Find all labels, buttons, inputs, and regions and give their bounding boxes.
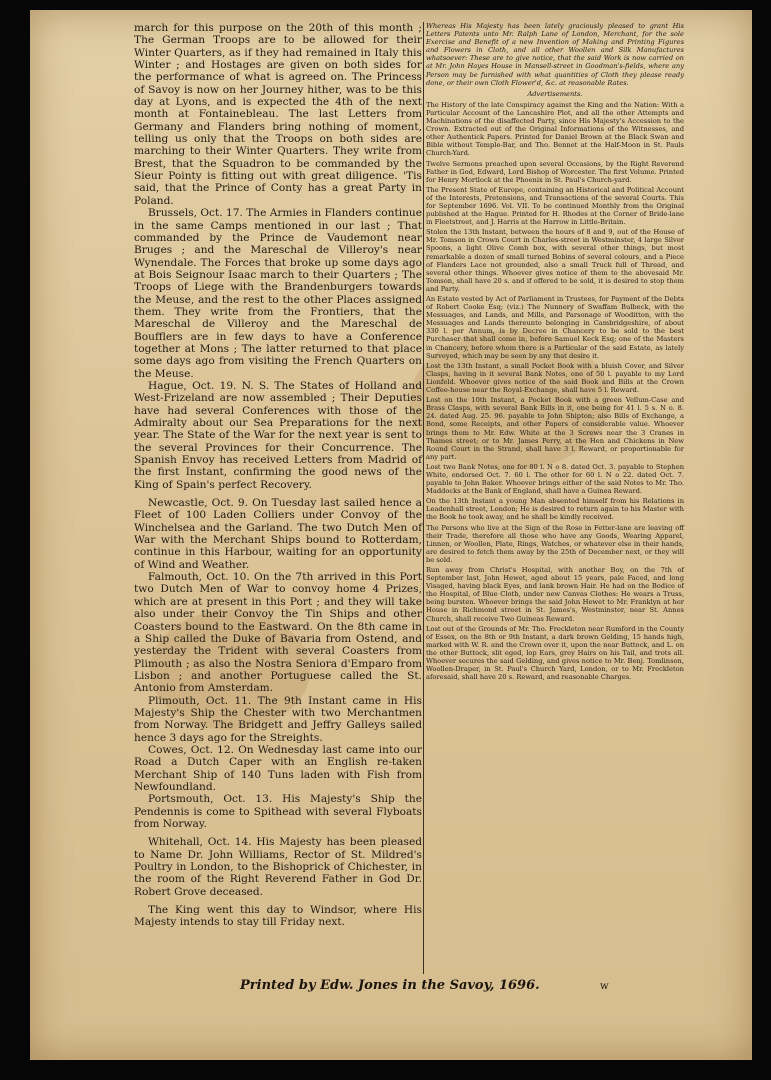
advertisement: An Estate vested by Act of Parliament in Trustees, for Payment of the Debts of Robert Cooke Esq; (viz.) The Nunnery of Swaffam Bulbeck, with the Messuages, and Lands, and Mills, and Parsonage of Wooditton, with the Messuages and Lands thereunto belonging in Cambridgeshire, of about 330 l. per Annum, is by Decree in Chancery to be sold to the best Purchaser that shall come in, before Samuel Keck Esq; one of the Masters in Chancery, before whom there is a Particular of the said Estate, as lately Surveyed, which may be seen by any that desire it. [426,295,684,360]
news-paragraph: Cowes, Oct. 12. On Wednesday last came into our Road a Dutch Caper with an English re-taken Merchant Ship of 140 Tuns laden with Fish from Newfoundland. [134,743,422,793]
news-paragraph: Falmouth, Oct. 10. On the 7th arrived in this Port two Dutch Men of War to convoy home 4 Prizes, which are at present in this Port ; and they will take also under their Convoy the Tin Ships and other Coasters bound to the Eastward. On the 8th came in a Ship called the Duke of Bavaria from Ostend, and yesterday the Trident with several Coasters from Plimouth ; as also the Nostra Seniora d'Emparo from Lisbon ; and another Portuguese called the St. Antonio from Amsterdam. [134,571,422,695]
advertisement: Lost two Bank Notes, one for 80 l. N o 8. dated Oct. 3. payable to Stephen White, endorsed Oct. 7. 60 l. The other for 60 l. N o 22. dated Oct. 7. payable to John Baker. Whoever brings either of the said Notes to Mr. Tho. Maddocks at the Bank of England, shall have a Guinea Reward. [426,462,684,496]
right-advert-column [426,22,684,681]
news-paragraph: Hague, Oct. 19. N. S. The States of Holland and West-Frizeland are now assembled ; Their Deputies have had several Conferences with those of the Admiralty about our Sea Preparations for the next year. The State of the War for the next year is sent to the several Provinces for their Concurrence. The Spanish Envoy has received Letters from Madrid of the first Instant, confirming the good news of the King of Spain's perfect Recovery. [134,379,422,491]
printer-imprint: Printed by Edw. Jones in the Savoy, 1696. [240,978,540,993]
advertisement: Run away from Christ's Hospital, with another Boy, on the 7th of September last, John Hewet, aged about 15 years, pale Faced, and long Visaged, having black Eyes, and lank brown Hair. He had on the Bodice of the Hospital, of Blue Cloth, under new Canvas Clothes: He wears a Truss, being bursten. Whoever brings the said John Hewet to Mr. Franklyn at her House in Richmond street in St. James's, Westminster, near St. Annes Church, shall receive Two Guineas Reward. [426,566,684,623]
advertisement: On the 13th Instant a young Man absented himself from his Relations in Leadenhall street, London; He is desired to return again to his Master with the Book he took away, and he shall be kindly received. [426,497,684,522]
left-news-column [134,22,422,929]
advertisement: The Persons who live at the Sign of the Rose in Fetter-lane are leaving off their Trade, therefore all those who have any Goods, Wearing Apparel, Linnen, or Woollen, Plate, Rings, Watches, or whatever else in their hands, are desired to fetch them away by the 25th of December next, or they will be sold. [426,523,684,564]
column-rule [423,22,424,974]
advertisement: Lost out of the Grounds of Mr. Tho. Freckleton near Rumford in the County of Essex, on the 8th or 9th Instant, a dark brown Gelding, 15 hands high, marked with W. R. and the Crown over it, upon the near Buttock, and L. on the other Buttock, slit eged, lop Ears, grey Hairs on his Tail, and trots all. Whoever secures the said Gelding, and gives notice to Mr. Benj. Tomlinson, Woollen-Draper, in St. Paul's Church Yard, London, or to Mr. Freckleton aforesaid, shall have 20 s. Reward, and reasonable Charges. [426,624,684,682]
advertisement: The History of the late Conspiracy against the King and the Nation: With a Particular Account of the Lancashire Plot, and all the other Attempts and Machinations of the disaffected Party, since His Majesty's Accession to the Crown. Extracted out of the Original Informations of the Witnesses, and other Authentick Papers. Printed for Daniel Brown at the Black Swan and Bible without Temple-Bar, and Tho. Bennet at the Half-Moon in St. Pauls Church-Yard. [426,100,684,158]
advertisement: Lost the 13th Instant, a small Pocket Book with a bluish Cover, and Silver Clasps, having in it several Bank Notes, one of 50 l. payable to my Lord Lionfeld. Whoever gives notice of the said Book and Bills at the Crown Coffee-house near the Royal-Exchange, shall have 5 l. Reward. [426,361,684,395]
news-paragraph: Portsmouth, Oct. 13. His Majesty's Ship the Pendennis is come to Spithead with several Flyboats from Norway. [134,793,422,830]
advertisements-heading: Advertisements. [527,89,583,98]
news-paragraph: Brussels, Oct. 17. The Armies in Flanders continue in the same Camps mentioned in our last ; That commanded by the Prince de Vaudemont near Bruges ; and the Mareschal de Villeroy's near Wynendale. The Forces that broke up some days ago at Bois Seignour Isaac march to their Quarters ; The Troops of Liege with the Brandenburgers towards the Meuse, and the rest to the other Places assigned them. They write from the Frontiers, that the Mareschal de Villeroy and the Mareschal de Boufflers are in few days to have a Conference together at Mons ; The latter returned to that place some days ago from visiting the French Quarters on the Meuse. [134,207,423,380]
news-paragraph: Whitehall, Oct. 14. His Majesty has been pleased to Name Dr. John Williams, Rector of St. Mildred's Poultry in London, to the Bishoprick of Chichester, in the room of the Right Reverend Father in God Dr. Robert Grove deceased. [134,836,422,898]
advertisement: Twelve Sermons preached upon several Occasions, by the Right Reverend Father in God, Edward, Lord Bishop of Worcester. The first Volume. Printed for Henry Mortlock at the Phoenix in St. Paul's Church-yard. [426,159,684,184]
news-paragraph: Newcastle, Oct. 9. On Tuesday last sailed hence a Fleet of 100 Laden Colliers under Convoy of the Winchelsea and the Garland. The two Dutch Men of War with the Merchant Ships bound to Rotterdam, continue in this Harbour, waiting for an opportunity of Wind and Weather. [134,497,422,571]
newspaper-page [30,10,752,1060]
advertisement: The Present State of Europe, containing an Historical and Political Account of the Interests, Pretensions, and Transactions of the several Courts. This for September 1696. Vol. VII. To be continued Monthly from the Original published at the Hague. Printed for H. Rhodes at the Corner of Bride-lane in Fleetstreet, and J. Harris at the Harrow in Little-Britain. [426,185,684,227]
advertisement: Stolen the 13th Instant, between the hours of 8 and 9, out of the House of Mr. Tomson in Crown Court in Charles-street in Westminster, 4 large Silver Spoons, a light Olive Comb box, with several other things, but most remarkable a dozen of small turned Bobins of several colours, and a Piece of Flanders Lace not grounded, also a small Truck full of Thread, and several other things. Whoever gives notice of them to the abovesaid Mr. Tomson, shall have 20 s. and if offered to be sold, it is desired to stop them and Party. [426,228,684,293]
catchword-mark: w [600,981,609,992]
news-paragraph: Plimouth, Oct. 11. The 9th Instant came in His Majesty's Ship the Chester with two Merchantmen from Norway. The Bridgett and Jeffry Galleys sailed hence 3 days ago for the Streights. [134,694,422,744]
news-paragraph: The King went this day to Windsor, where His Majesty intends to stay till Friday next. [134,904,422,929]
advertisement: Lost on the 10th Instant, a Pocket Book with a green Vellum-Case and Brass Clasps, with several Bank Bills in it, one being for 41 l. 5 s. N o. 8. 24. dated Aug. 25. 96. payable to John Shipton; also Bills of Exchange, a Bond, some Receipts, and other Papers of considerable value. Whoever brings them to Mr. Edw. White at the 3 Screws near the 3 Cranes in Thames street; or to Mr. James Perry, at the Hen and Chickens in New Round Court in the Strand, shall have 3 l. Reward, or proportionable for any part. [426,396,684,461]
patent-notice: Whereas His Majesty has been lately graciously pleased to grant His Letters Patents unto Mr. Ralph Lane of London, Merchant, for the sole Exercise and Benefit of a new Invention of Making and Printing Figures and Flowers in Cloth, and all other Woollen and Silk Manufactures whatsoever: These are to give notice, that the said Work is now carried on at Mr. John Hayes House in Mansell-street in Goodman's-fields, where any Person may be furnished with what quantities of Cloth they please ready done, or their own Cloth Flower'd, &c. at reasonable Rates. [426,22,684,87]
news-paragraph: march for this purpose on the 20th of this month ; The German Troops are to be allowed for their Winter Quarters, as if they had remained in Italy this Winter ; and Hostages are given on both sides for the performance of what is agreed on. The Princess of Savoy is now on her Journey hither, was to be this day at Lyons, and is expected the 4th of the next month at Fontainebleau. The last Letters from Germany and Flanders bring nothing of moment, telling us only that the Troops on both sides are marching to their Winter Quarters. They write from Brest, that the Squadron to be commanded by the Sieur Pointy is fitting out with great diligence. 'Tis said, that the Prince of Conty has a great Party in Poland. [134,22,422,207]
